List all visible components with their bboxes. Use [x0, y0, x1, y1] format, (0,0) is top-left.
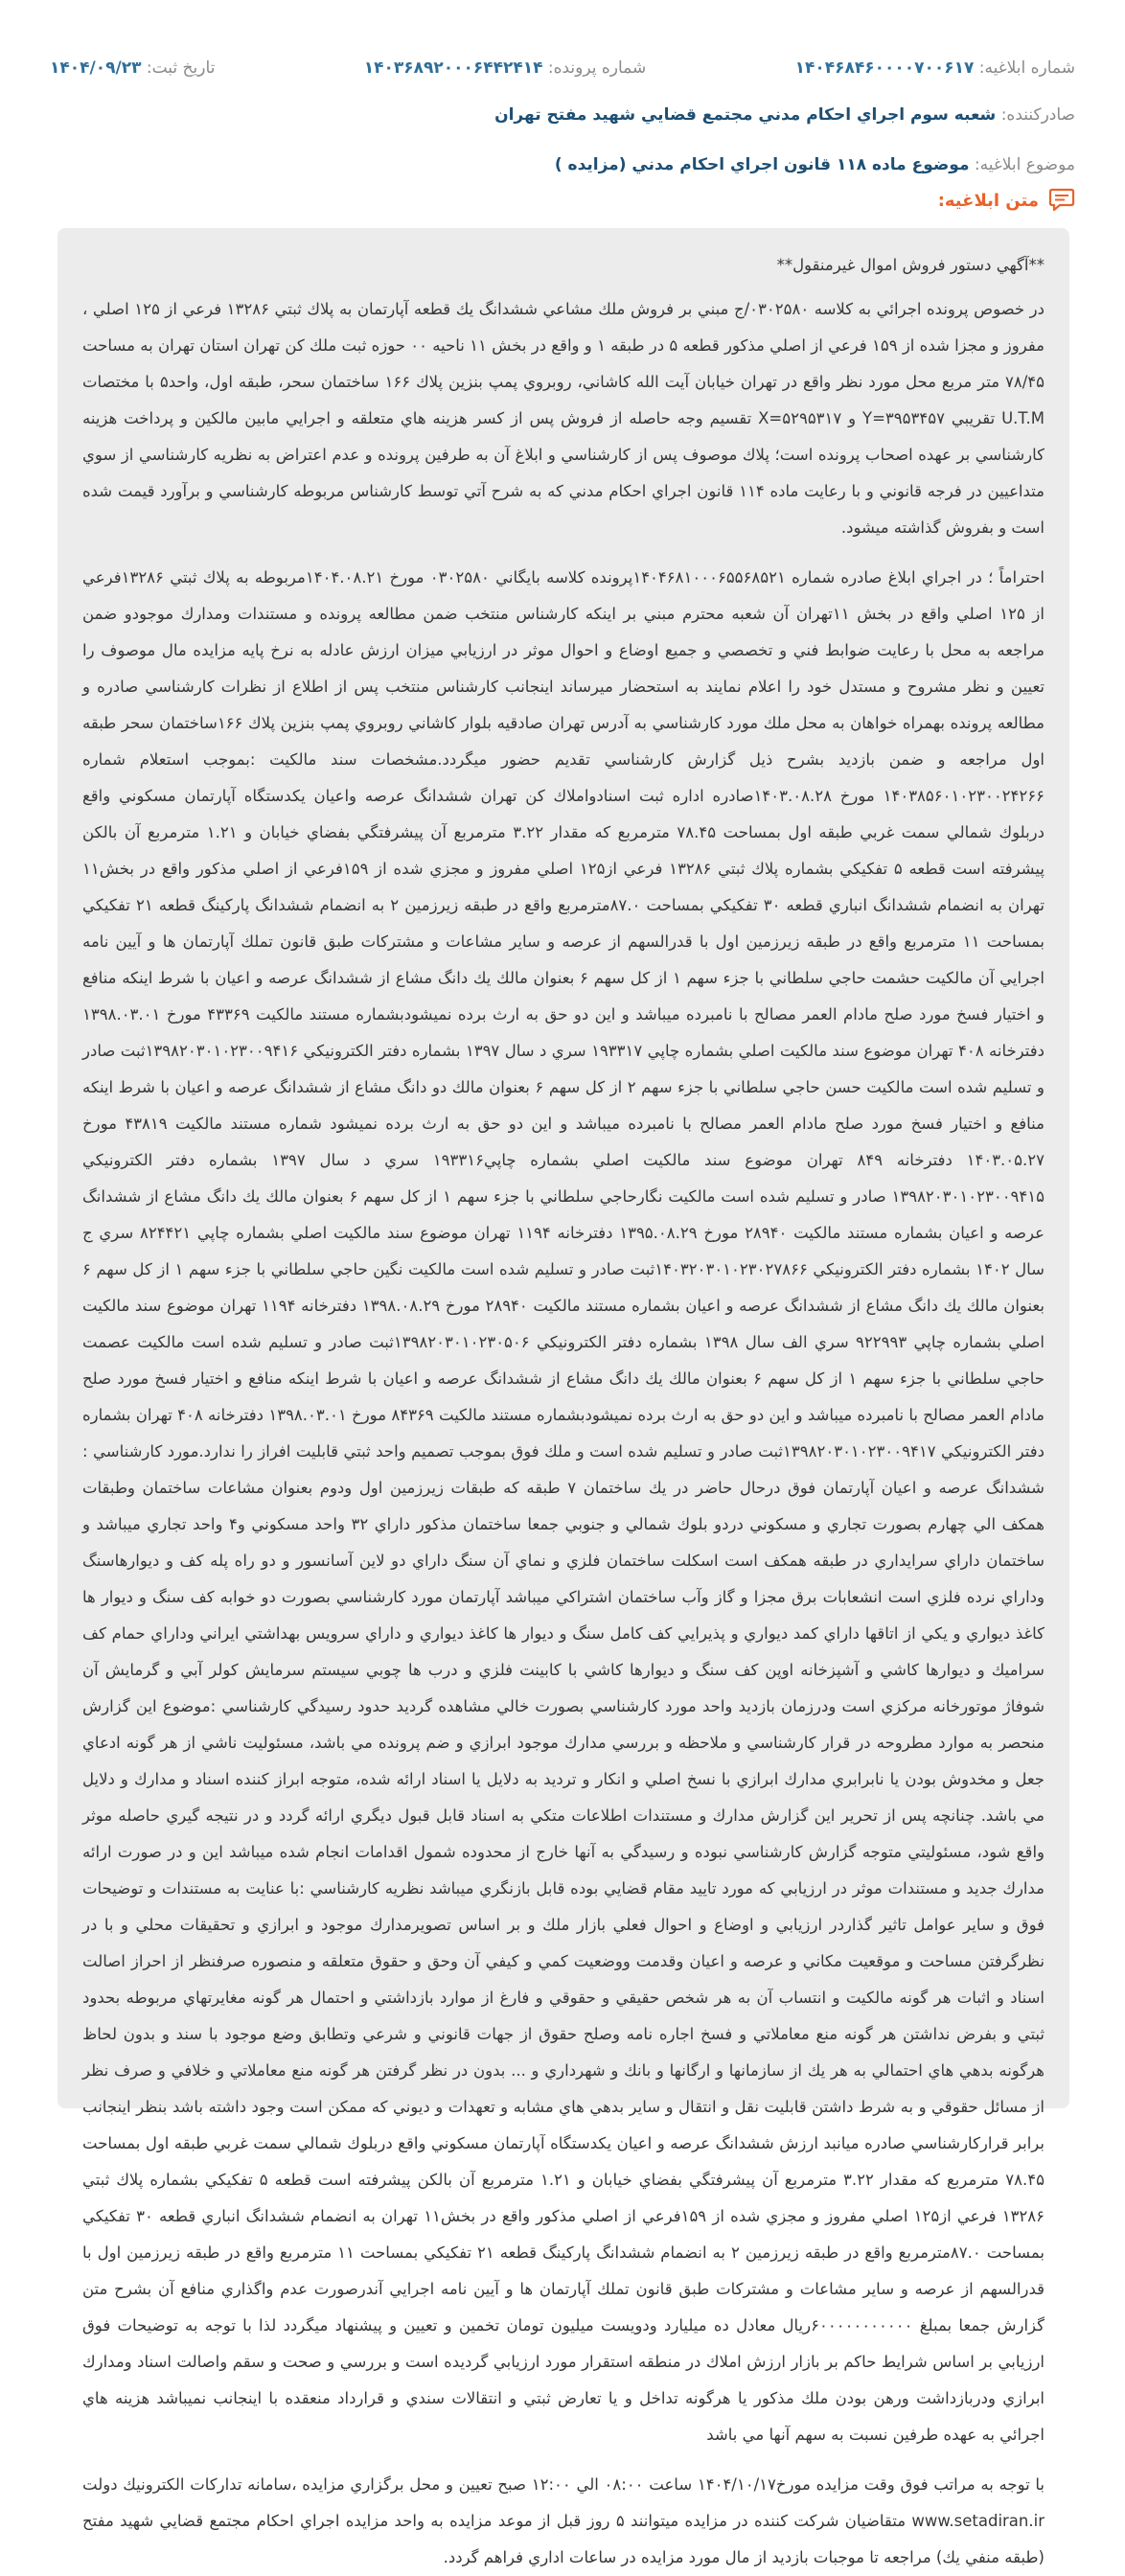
notice-title: **آگهي دستور فروش اموال غيرمنقول** [776, 256, 1045, 274]
date-field [50, 58, 215, 78]
date-value: ۱۴۰۴/۰۹/۲۳ [50, 58, 142, 78]
notice-number-label: شماره ابلاغيه: [978, 58, 1075, 78]
notice-text-label: متن ابلاغيه: [937, 190, 1039, 211]
chat-bubble-icon [1048, 188, 1075, 213]
notice-number-field [795, 58, 1075, 78]
case-number-value: ۱۴۰۳۶۸۹۲۰۰۰۶۴۴۲۴۱۴ [363, 58, 543, 78]
issuer-label: صادركننده: [1000, 105, 1075, 125]
meta-row-numbers [50, 54, 1075, 82]
case-number-label: شماره پرونده: [547, 58, 647, 78]
subject-value: موضوع ماده ۱۱۸ قانون اجراي احكام مدني (مزايده ) [554, 155, 970, 174]
notice-paragraph-appraisal: احتراماً ؛ در اجراي ابلاغ صادره شماره ۱۴۰۴۶۸۱۰۰۰۶۵۵۶۸۵۲۱پرونده كلاسه بايگاني ۰۳۰۲۵۸۰ مورخ ۱۴۰۴.۰۸.۲۱مربوطه به پلاك ثبتي ۱۳۲۸۶فرعي از ۱۲۵ اصلي واقع در بخش ۱۱تهران آن شعبه محترم مبني بر اينكه كارشناس منتخب ضمن مطالعه پرونده و مستندات ومدارك موجودو ضمن مراجعه به محل با رعايت ضوابط فني و تخصصي و جميع اوضاع و احوال موثر در ارزيابي ميزان ارزش عادله به نرخ پايه مزايده مال موصوف را تعيين و نظر مشروح و مستدل خود را اعلام نمايند به استحضار ميرساند اينجانب كارشناس منتخب پس از اطلاع از نظرات كارشناسي صادره و مطالعه پرونده بهمراه خواهان به محل ملك مورد كارشناسي به آدرس تهران صادقيه بلوار كاشاني روبروي پمپ بنزين پلاك ۱۶۶ساختمان سحر طبقه اول مراجعه و ضمن بازديد بشرح ذيل گزارش كارشناسي تقديم حضور ميگردد.مشخصات سند مالكيت :بموجب استعلام شماره ۱۴۰۳۸۵۶۰۱۰۲۳۰۰۲۴۲۶۶ مورخ ۱۴۰۳.۰۸.۲۸صادره اداره ثبت اسنادواملاك كن تهران ششدانگ عرصه واعيان يكدستگاه آپارتمان مسكوني واقع دربلوك شمالي سمت غربي طبقه اول بمساحت ۷۸.۴۵ مترمربع كه مقدار ۳.۲۲ مترمربع آن پيشرفتگي بفضاي خيابان و ۱.۲۱ مترمربع آن بالكن پيشرفته است قطعه ۵ تفكيكي بشماره پلاك ثبتي ۱۳۲۸۶ فرعي از۱۲۵ اصلي مفروز و مجزي شده از ۱۵۹فرعي از اصلي مذكور واقع در بخش۱۱ تهران به انضمام ششدانگ انباري قطعه ۳۰ تفكيكي بمساحت ۸۷.۰مترمربع واقع در طبقه زيرزمين ۲ به انضمام ششدانگ پاركينگ قطعه ۲۱ تفكيكي بمساحت ۱۱ مترمربع واقع در طبقه زيرزمين اول با قدرالسهم از عرصه و ساير مشاعات و مشتركات طبق قانون تملك آپارتمان ها و آيين نامه اجرايي آن مالكيت حشمت حاجي سلطاني با جزء سهم ۱ از كل سهم ۶ بعنوان مالك يك دانگ مشاع از ششدانگ عرصه و اعيان با شرط اينكه منافع و اختيار فسخ مورد صلح مادام العمر مصالح با نامبرده ميباشد و اين دو حق به ارث برده نميشودبشماره مستند مالكيت ۴۳۳۶۹ مورخ ۱۳۹۸.۰۳.۰۱ دفترخانه ۴۰۸ تهران موضوع سند مالكيت اصلي بشماره چاپي ۱۹۳۳۱۷ سري د سال ۱۳۹۷ بشماره دفتر الكترونيكي ۱۳۹۸۲۰۳۰۱۰۲۳۰۰۹۴۱۶ثبت صادر و تسليم شده است مالكيت حسن حاجي سلطاني با جزء سهم ۲ از كل سهم ۶ بعنوان مالك دو دانگ مشاع از ششدانگ عرصه و اعيان با شرط اينكه منافع و اختيار فسخ مورد صلح مادام العمر مصالح با نامبرده ميباشد و اين دو حق به ارث برده نميشود شماره مستند مالكيت ۴۳۸۱۹ مورخ ۱۴۰۳.۰۵.۲۷ دفترخانه ۸۴۹ تهران موضوع سند مالكيت اصلي بشماره چاپي۱۹۳۳۱۶ سري د سال ۱۳۹۷ بشماره دفتر الكترونيكي ۱۳۹۸۲۰۳۰۱۰۲۳۰۰۹۴۱۵ صادر و تسليم شده است مالكيت نگارحاجي سلطاني با جزء سهم ۱ از كل سهم ۶ بعنوان مالك يك دانگ مشاع از ششدانگ عرصه و اعيان بشماره مستند مالكيت ۲۸۹۴۰ مورخ ۱۳۹۵.۰۸.۲۹ دفترخانه ۱۱۹۴ تهران موضوع سند مالكيت اصلي بشماره چاپي ۸۲۴۴۲۱ سري ج سال ۱۴۰۲ بشماره دفتر الكترونيكي ۱۴۰۳۲۰۳۰۱۰۲۳۰۲۷۸۶۶ثبت صادر و تسليم شده است مالكيت نگين حاجي سلطاني با جزء سهم ۱ از كل سهم ۶ بعنوان مالك يك دانگ مشاع از ششدانگ عرصه و اعيان بشماره مستند مالكيت ۲۸۹۴۰ مورخ ۱۳۹۸.۰۸.۲۹ دفترخانه ۱۱۹۴ تهران موضوع سند مالكيت اصلي بشماره چاپي ۹۲۲۹۹۳ سري الف سال ۱۳۹۸ بشماره دفتر الكترونيكي ۱۳۹۸۲۰۳۰۱۰۲۳۰۵۰۶ثبت صادر و تسليم شده است مالكيت عصمت حاجي سلطاني با جزء سهم ۱ از كل سهم ۶ بعنوان مالك يك دانگ مشاع از ششدانگ عرصه و اعيان با شرط اينكه منافع و اختيار فسخ مورد صلح مادام العمر مصالح با نامبرده ميباشد و اين دو حق به ارث برده نميشودبشماره مستند مالكيت ۸۴۳۶۹ مورخ ۱۳۹۸.۰۳.۰۱ دفترخانه ۴۰۸ تهران بشماره دفتر الكترونيكي ۱۳۹۸۲۰۳۰۱۰۲۳۰۰۹۴۱۷ثبت صادر و تسليم شده است و ملك فوق بموجب تصميم واحد ثبتي قابليت افراز را ندارد.مورد كارشناسي : ششدانگ عرصه و اعيان آپارتمان فوق درحال حاضر در يك ساختمان ۷ طبقه كه طبقات زيرزمين اول ودوم بعنوان مشاعات ساختمان وطبقات همكف الي چهارم بصورت تجاري و مسكوني دردو بلوك شمالي و جنوبي جمعا ساختمان مذكور داراي ۳۲ واحد مسكوني و۴ واحد تجاري ميباشد و ساختمان داراي سرايداري در طبقه همكف است اسكلت ساختمان فلزي و نماي آن سنگ داراي دو لاين آسانسور و دو راه پله كف و ديوارهاسنگ وداراي نرده فلزي است انشعابات برق مجزا و گاز وآب ساختمان اشتراكي ميباشد آپارتمان مورد كارشناسي بصورت دو خوابه كف سنگ و ديوار ها كاغذ ديواري و يكي از اتاقها داراي كمد ديواري و پذيرايي كف كامل سنگ و ديوار ها كاغذ ديواري و داراي سرويس بهداشتي ايراني وداراي حمام كف سراميك و ديوارها كاشي و آشپزخانه اوپن كف سنگ و ديوارها كاشي با كابينت فلزي و درب ها چوبي سيستم سرمايش كولر آبي و گرمايش آن شوفاژ موتورخانه مركزي است ودرزمان بازديد واحد مورد كارشناسي بصورت خالي مشاهده گرديد حدود رسيدگي كارشناسي :موضوع اين گزارش منحصر به موارد مطروحه در قرار كارشناسي و ملاحظه و بررسي مدارك موجود ابرازي و ضم پرونده مي باشد، مسئوليت ناشي از هر گونه ادعاي جعل و مخدوش بودن يا نابرابري مدارك ابرازي با نسخ اصلي و انكار و ترديد به دلايل يا اسناد ارائه شده، متوجه ابراز كننده اسناد و مدارك و دلايل مي باشد. چنانچه پس از تحرير اين گزارش مدارك و مستندات اطلاعات متكي به اسناد قابل قبول ديگري ارائه گردد و در نتيجه گيري حاصله موثر واقع شود، مسئوليتي متوجه گزارش كارشناسي نبوده و رسيدگي به آنها خارج از محدوده شمول اقدامات انجام شده ميباشد اين و در صورت ارائه مدارك جديد و مستندات موثر در ارزيابي كه مورد تاييد مقام قضايي بوده قابل بازنگري ميباشد نظريه كارشناسي :با عنايت به مستندات و توضيحات فوق و ساير عوامل تاثير گذاردر ارزيابي و اوضاع و احوال فعلي بازار ملك و بر اساس تصويرمدارك موجود و ابرازي و تحقيقات محلي و با در نظرگرفتن مساحت و موقعيت مكاني و عرصه و اعيان وقدمت ووضعيت كمي و كيفي آن وحق و حقوق متعلقه و منصوره صرفنظر از احراز اصالت اسناد و اثبات هر گونه مالكيت و انتساب آن به هر شخص حقيقي و حقوقي و فارغ از موارد بازداشتي و احتمال هر گونه مغايرتهاي مربوطه بحدود ثبتي و بفرض نداشتن هر گونه منع معاملاتي و فسخ اجاره نامه وصلح حقوق از جهات قانوني و شرعي وتطابق وضع موجود با سند و بدون لحاظ هرگونه بدهي هاي احتمالي به هر يك از سازمانها و ارگانها و بانك و شهرداري و ... بدون در نظر گرفتن هر گونه منع معاملاتي و خلافي و صرف نظر از مسائل حقوقي و به شرط داشتن قابليت نقل و انتقال و ساير بدهي هاي مشابه و تعهدات و ديوني كه ممكن است وجود داشته باشد بنظر اينجانب برابر قراركارشناسي صادره ميانبد ارزش ششدانگ عرصه و اعيان يكدستگاه آپارتمان مسكوني واقع دربلوك شمالي سمت غربي طبقه اول بمساحت ۷۸.۴۵ مترمربع كه مقدار ۳.۲۲ مترمربع آن پيشرفتگي بفضاي خيابان و ۱.۲۱ مترمربع آن بالكن پيشرفته است قطعه ۵ تفكيكي بشماره پلاك ثبتي ۱۳۲۸۶ فرعي از۱۲۵ اصلي مفروز و مجزي شده از ۱۵۹فرعي از اصلي مذكور واقع در بخش۱۱ تهران به انضمام ششدانگ انباري قطعه ۳۰ تفكيكي بمساحت ۸۷.۰مترمربع واقع در طبقه زيرزمين ۲ به انضمام ششدانگ پاركينگ قطعه ۲۱ تفكيكي بمساحت ۱۱ مترمربع واقع در طبقه زيرزمين اول با قدرالسهم از عرصه و ساير مشاعات و مشتركات طبق قانون تملك آپارتمان ها و آيين نامه اجرايي آندرصورت عدم واگذاري منافع آن بشرح متن گزارش جمعا بمبلغ ۶۰۰۰۰۰۰۰۰۰۰۰ريال معادل ده ميليارد ودويست ميليون تومان تخمين و تعيين و پيشنهاد ميگردد لذا با توجه به توضيحات فوق ارزيابي بر اساس شرايط حاكم بر بازار ارزش املاك در منطقه استقرار مورد ارزيابي گرديده است و بررسي و صحت و سقم واصالت اسناد ومدارك ابرازي ودربازداشت ورهن بودن ملك مذكور يا هرگونه تداخل و يا تعارض ثبتي و انتقالات سندي و قرارداد منعقده با اينجانب نميباشد هزينه هاي اجرائي به عهده طرفين نسبت به سهم آنها مي باشد [82, 568, 1045, 2444]
notice-meta [50, 54, 1075, 182]
notice-number-value: ۱۴۰۴۶۸۴۶۰۰۰۰۷۰۰۶۱۷ [794, 58, 975, 78]
subject-row [50, 155, 1075, 182]
subject-label: موضوع ابلاغيه: [974, 155, 1075, 174]
notice-paragraph-auction: با توجه به مراتب فوق وقت مزايده مورخ۱۴۰۴/۱۰/۱۷ ساعت ۰۸:۰۰ الي ۱۲:۰۰ صبح تعيين و محل برگزاري مزايده ،سامانه تداركات الكترونيك دولت www.setadiran.ir متقاضيان شركت كننده در مزايده ميتوانند ۵ روز قبل از موعد مزايده به واحد مزايده اجراي احكام مجتمع قضايي شهيد مفتح (طبقه منفي يك) مراجعه تا موجبات بازديد از مال مورد مزايده در ساعات اداري فراهم گردد. [82, 2475, 1045, 2566]
issuer-row [50, 105, 1075, 132]
notice-paragraph-intro: در خصوص پرونده اجرائي به كلاسه ۰۳۰۲۵۸۰/ج مبني بر فروش ملك مشاعي ششدانگ يك قطعه آپارتمان به پلاك ثبتي ۱۳۲۸۶ فرعي از ۱۲۵ اصلي ، مفروز و مجزا شده از ۱۵۹ فرعي از اصلي مذكور قطعه ۵ در طبقه ۱ و واقع در بخش ۱۱ ناحيه ۰۰ حوزه ثبت ملك كن تهران استان تهران به مساحت ۷۸/۴۵ متر مربع محل مورد نظر واقع در تهران خيابان آيت الله كاشاني، روبروي پمپ بنزين پلاك ۱۶۶ ساختمان سحر، طبقه اول، واحد۵ با مختصات U.T.M تقريبي ۳۹۵۳۴۵۷=Y و ۵۲۹۵۳۱۷=X تقسيم وجه حاصله از فروش پس از كسر هزينه هاي متعلقه و اجرايي مابين مالكين و پرداخت هزينه كارشناسي بر عهده اصحاب پرونده است؛ پلاك موصوف پس از كارشناسي و ابلاغ آن به طرفين پرونده و عدم اعتراض به نظريه كارشناسي از سوي متداعيين در فرجه قانوني و با رعايت ماده ۱۱۴ قانون اجراي احكام مدني كه به شرح آتي توسط كارشناس مربوطه كارشناسي و برآورد قيمت شده است و بفروش گذاشته ميشود. [82, 300, 1045, 537]
issuer-value: شعبه سوم اجراي احكام مدني مجتمع قضايي شهيد مفتح تهران [494, 105, 997, 125]
date-label: تاريخ ثبت: [146, 58, 216, 78]
case-number-field [364, 58, 647, 78]
notice-text-heading [938, 188, 1075, 213]
notice-body [57, 228, 1069, 2566]
